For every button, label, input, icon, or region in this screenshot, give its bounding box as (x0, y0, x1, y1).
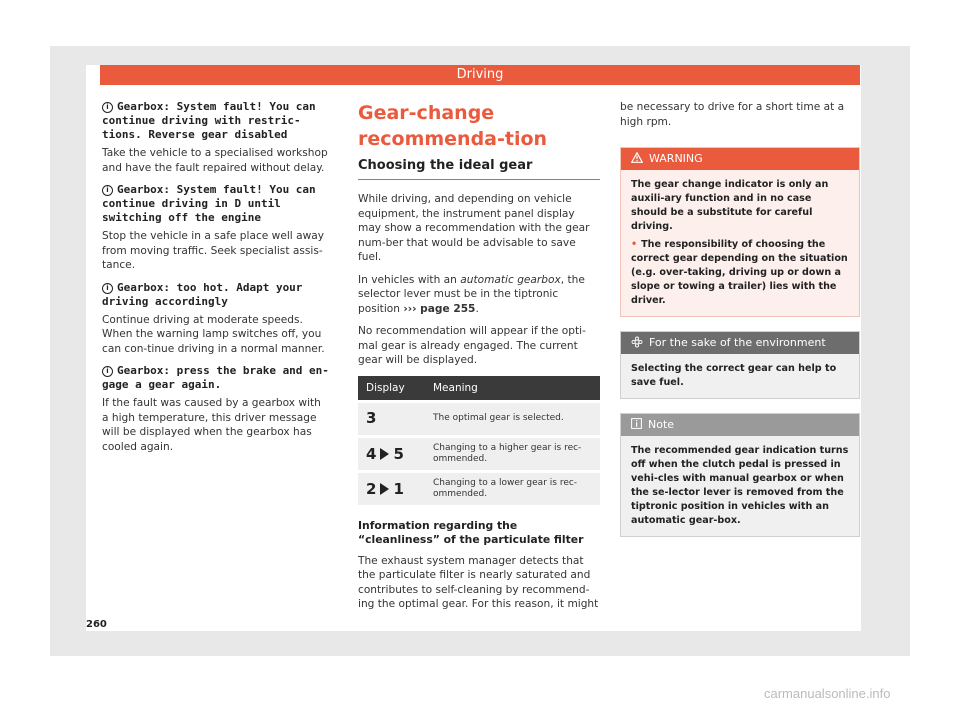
text: , the selector lever must be in the tiptronic position (358, 273, 585, 315)
environment-box (620, 331, 860, 399)
paragraph: Continue driving at moderate speeds. When the warning lamp switches off, you can con-tinue driving in a normal manner. (102, 313, 325, 355)
note-box (620, 413, 860, 537)
paragraph (358, 273, 600, 317)
paragraph: Stop the vehicle in a safe place well away from moving traffic. Seek specialist assis-tance. (102, 230, 325, 271)
arrow-right-icon (380, 483, 389, 495)
chapter-header: Driving (100, 65, 860, 85)
meaning-cell: The optimal gear is selected. (425, 401, 600, 436)
meaning-cell: Changing to a higher gear is rec-ommended. (425, 436, 600, 471)
message-text: Gearbox: System fault! You can continue driving with restric-tions. Reverse gear disabled (102, 100, 316, 141)
emphasis: automatic gearbox (460, 273, 561, 286)
column-header: Display (358, 376, 425, 402)
gear-number: 5 (393, 444, 404, 463)
warning-body (621, 170, 859, 316)
warning-header (621, 148, 859, 170)
gear-display (358, 401, 425, 436)
table-header-row (358, 376, 600, 402)
bullet-icon: • (631, 239, 638, 250)
environment-title: For the sake of the environment (649, 336, 826, 349)
warning-icon (631, 152, 643, 163)
message-text: Gearbox: System fault! You can continue driving in D until switching off the engine (102, 183, 316, 224)
column-middle (358, 100, 600, 620)
driver-message-4 (102, 364, 330, 392)
paragraph: be necessary to drive for a short time at a high rpm. (620, 101, 845, 128)
meaning-cell: Changing to a lower gear is rec-ommended. (425, 471, 600, 505)
section-title: Gear-change recommenda-tion (358, 102, 548, 150)
gear-number: 4 (366, 444, 377, 463)
driver-message-3 (102, 281, 330, 309)
page-number: 260 (86, 619, 107, 630)
gear-number: 1 (393, 479, 404, 498)
warning-box (620, 147, 860, 317)
environment-header (621, 332, 859, 354)
driver-message-2 (102, 183, 330, 225)
table-row (358, 471, 600, 505)
message-text: Gearbox: press the brake and en-gage a gear again. (102, 364, 329, 391)
paragraph: The exhaust system manager detects that the particulate filter is nearly saturated and contributes to self-cleaning by recommend-ing the optimal gear. For this reason, it might (358, 554, 599, 610)
info-icon: i (102, 185, 113, 196)
note-body: The recommended gear indication turns off when the clutch pedal is pressed in vehi-cles with manual gearbox or when the se-lector lever is removed from the tiptronic position in vehicles with an automatic gear-box. (621, 436, 859, 536)
paragraph: While driving, and depending on vehicle equipment, the instrument panel display may show a recommendation with the gear num-ber that would be advisable to save fuel. (358, 193, 590, 263)
info-icon: i (102, 366, 113, 377)
watermark: carmanualsonline.info (764, 686, 891, 701)
column-left (102, 100, 330, 462)
column-header: Meaning (425, 376, 600, 402)
environment-icon (631, 336, 643, 348)
message-text: Gearbox: too hot. Adapt your driving accordingly (102, 280, 303, 308)
text: In vehicles with an (358, 273, 461, 286)
gear-number: 3 (366, 409, 377, 427)
info-icon: i (102, 102, 113, 113)
note-title: Note (648, 418, 675, 431)
paragraph: Take the vehicle to a specialised workshop and have the fault repaired without delay. (102, 147, 328, 174)
warning-item-text: The responsibility of choosing the correct gear depending on the situation (e.g. over-taking, driving up or down a slope or towing a trailer) lies with the driver. (631, 239, 848, 306)
paragraph: If the fault was caused by a gearbox with a high temperature, this driver message will be displayed when the gearbox has cooled again. (102, 397, 321, 453)
note-header (621, 414, 859, 436)
page-reference-link[interactable]: ››› page 255 (403, 302, 476, 315)
column-right (620, 100, 860, 551)
paragraph: No recommendation will appear if the opti-mal gear is already engaged. The current gear will be displayed. (358, 325, 586, 366)
arrow-right-icon (380, 448, 389, 460)
environment-body: Selecting the correct gear can help to save fuel. (621, 354, 859, 398)
gear-table (358, 376, 600, 505)
gear-display (358, 471, 425, 505)
table-row (358, 436, 600, 471)
info-icon: i (102, 283, 113, 294)
gear-number: 2 (366, 479, 377, 498)
gear-display (358, 436, 425, 471)
warning-item: The gear change indicator is only an auxili-ary function and in no case should be a substitute for careful driving. (631, 179, 829, 232)
warning-title: WARNING (649, 152, 703, 165)
subheading: Information regarding the “cleanliness” of the particulate filter (358, 518, 584, 546)
table-row (358, 401, 600, 436)
section-subtitle: Choosing the ideal gear (358, 158, 600, 180)
note-icon (631, 418, 642, 429)
text: . (475, 302, 479, 315)
warning-item (631, 238, 849, 308)
driver-message-1 (102, 100, 330, 142)
